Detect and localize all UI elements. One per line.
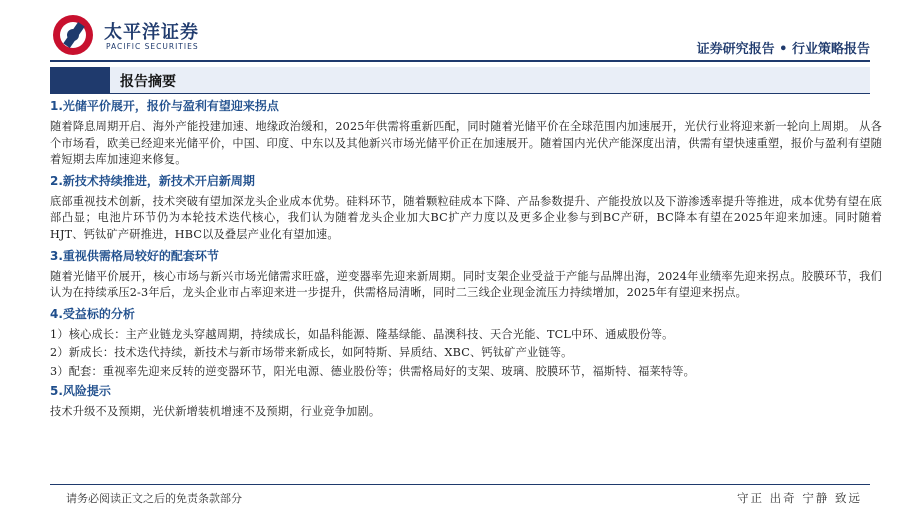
footer-motto: 守正 出奇 宁静 致远 <box>737 491 862 505</box>
list-item-core-growth: 1）核心成长：主产业链龙头穿越周期，持续成长，如晶科能源、隆基绿能、晶澳科技、天合光能、TCL中环、通威股份等。 <box>50 327 674 341</box>
paragraph-1: 随着降息周期开启、海外产能投建加速、地缘政治缓和，2025年供需将重新匹配，同时随着光储平价在全球范围内加速展开，光伏行业将迎来新一轮向上周期。 从各个市场看，欧美已经迎来光储平价，中国、印度、中东以及其他新兴市场光储平价正在加速展开。随着国内光伏产能深度出清，供需有望快速重塑，报价与盈利有望随着短期去库加速迎来修复。 <box>50 120 882 167</box>
report-summary <box>50 96 882 422</box>
logo-english-name: PACIFIC SECURITIES <box>106 42 199 51</box>
section-title: 报告摘要 <box>120 74 176 90</box>
footer-rule <box>50 484 870 485</box>
paragraph-5: 技术升级不及预期，光伏新增装机增速不及预期，行业竞争加剧。 <box>50 404 381 418</box>
section-rule <box>50 93 870 94</box>
heading-5: 5.风险提示 <box>50 383 111 398</box>
heading-3: 3.重视供需格局较好的配套环节 <box>50 248 219 263</box>
paragraph-2: 底部重视技术创新，技术突破有望加深龙头企业成本优势。硅料环节，随着颗粒硅成本下降、产品参数提升、产能投放以及下游渗透率提升等推进，成本优势有望在底部凸显；电池片环节仍为本轮技术迭代核心，我们认为随着龙头企业加大BC扩产力度以及更多企业参与到BC产研，BC降本有望在2025年迎来加速。同时随着HJT、钙钛矿产研推进，HBC以及叠层产业化有望加速。 <box>50 194 882 241</box>
section-title-accent <box>50 67 110 93</box>
footer-disclaimer: 请务必阅读正文之后的免责条款部分 <box>66 492 242 505</box>
report-type: 证券研究报告 • 行业策略报告 <box>696 42 870 57</box>
paragraph-3: 随着光储平价展开，核心市场与新兴市场光储需求旺盛，逆变器率先迎来新周期。同时支架企业受益于产能与品牌出海，2024年业绩率先迎来拐点。胶膜环节，我们认为在持续承压2-3年后，龙头企业市占率迎来进一步提升，供需格局清晰，同时二三线企业现金流压力持续增加，2025年有望迎来拐点。 <box>50 269 882 300</box>
heading-2: 2.新技术持续推进，新技术开启新周期 <box>50 173 255 188</box>
list-item-new-growth: 2）新成长：技术迭代持续，新技术与新市场带来新成长，如阿特斯、异质结、XBC、钙钛矿产业链等。 <box>50 346 573 360</box>
company-logo <box>50 12 200 58</box>
logo-chinese-name: 太平洋证券 <box>104 22 199 43</box>
heading-4: 4.受益标的分析 <box>50 306 135 321</box>
list-item-supporting: 3）配套：重视率先迎来反转的逆变器环节，阳光电源、德业股份等；供需格局好的支架、玻璃、胶膜环节，福斯特、福莱特等。 <box>50 364 696 378</box>
header-rule <box>50 60 870 62</box>
heading-1: 1.光储平价展开，报价与盈利有望迎来拐点 <box>50 99 279 113</box>
company-logo-icon <box>50 12 98 58</box>
